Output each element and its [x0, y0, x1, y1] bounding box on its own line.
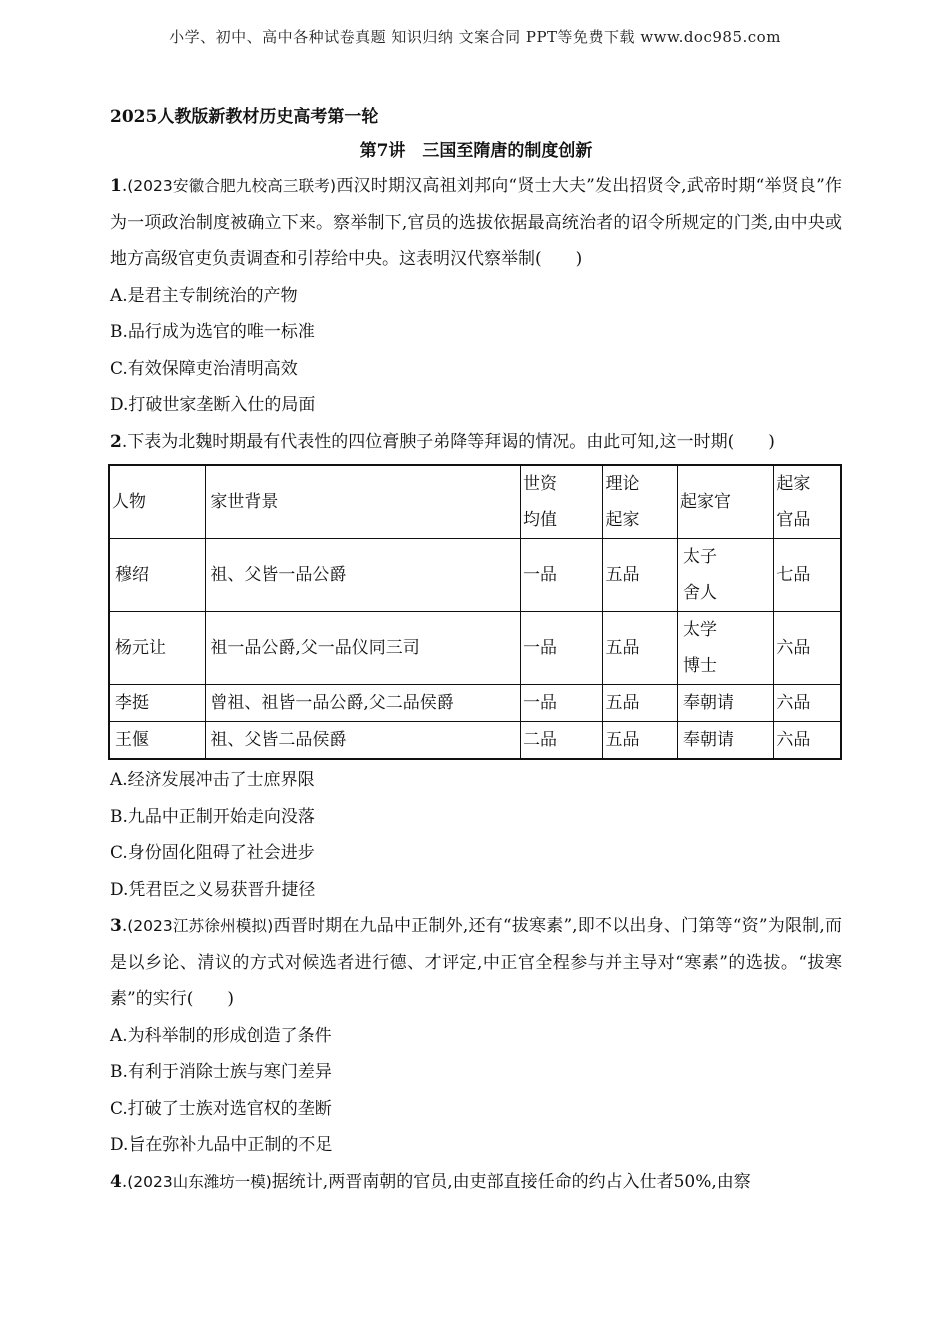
question-1-stem: 1.(2023安徽合肥九校高三联考)西汉时期汉高祖刘邦向“贤士大夫”发出招贤令,武帝时期“举贤良”作为一项政治制度被确立下来。察举制下,官员的选拔依据最高统治者的诏令所规定的门类,由中央或地方高级官吏负责调查和引荐给中央。这表明汉代察举制( ) — [110, 176, 842, 269]
history-table — [108, 464, 842, 760]
question-text: .下表为北魏时期最有代表性的四位膏腴子弟降等拜谒的情况。由此可知,这一时期( ) — [121, 431, 775, 452]
question-number: 1 — [110, 176, 122, 196]
table-header-cell: 人物 — [109, 465, 206, 539]
table-cell: 穆绍 — [109, 539, 206, 612]
question-source: (2023江苏徐州模拟) — [127, 917, 274, 935]
table-row — [109, 539, 841, 612]
table-cell: 五品 — [603, 722, 678, 760]
table-row — [109, 612, 841, 685]
question-text: 西汉时期汉高祖刘邦向“贤士大夫”发出招贤令,武帝时期“举贤良”作为一项政治制度被确立下来。察举制下,官员的选拔依据最高统治者的诏令所规定的门类,由中央或地方高级官吏负责调查和引荐给中央。这表明汉代察举制( ) — [110, 176, 842, 269]
cell-line: 太子 — [682, 547, 717, 567]
lesson-title: 第7讲 三国至隋唐的制度创新 — [359, 141, 593, 161]
option-d: D.打破世家垄断入仕的局面 — [110, 395, 316, 415]
table-cell: 六品 — [774, 612, 841, 685]
table-header-cell: 家世背景 — [206, 465, 521, 539]
table-cell: 奉朝请 — [677, 685, 773, 722]
question-2-stem — [110, 424, 842, 461]
table-header-row — [109, 465, 841, 539]
table-header-cell — [520, 465, 602, 539]
option-a: A.经济发展冲击了士庶界限 — [110, 770, 315, 790]
header-line: 均值 — [522, 510, 557, 530]
header-line: 世资 — [522, 474, 557, 494]
table-cell: 五品 — [603, 685, 678, 722]
table-cell: 祖、父皆一品公爵 — [206, 539, 521, 612]
table-cell: 李挺 — [109, 685, 206, 722]
table-cell — [677, 612, 773, 685]
table-cell: 六品 — [774, 685, 841, 722]
option-b: B.九品中正制开始走向没落 — [110, 806, 315, 827]
table-cell: 一品 — [520, 685, 602, 722]
header-line: 理论 — [605, 474, 640, 494]
table-row — [109, 722, 841, 760]
option-b: B.品行成为选官的唯一标准 — [110, 322, 315, 342]
document-title: 2025人教版新教材历史高考第一轮 — [110, 107, 379, 127]
option-a: A.是君主专制统治的产物 — [110, 285, 298, 306]
question-text: 西晋时期在九品中正制外,还有“拔寒素”,即不以出身、门第等“资”为限制,而是以乡论、清议的方式对候选者进行德、才评定,中正官全程参与并主导对“寒素”的选拔。“拔寒素”的实行( ) — [110, 916, 842, 1009]
question-source: (2023安徽合肥九校高三联考) — [127, 177, 337, 195]
table-header-cell — [774, 465, 841, 539]
table-cell: 奉朝请 — [677, 722, 773, 760]
table-cell: 五品 — [603, 539, 678, 612]
question-number: 4 — [110, 1171, 122, 1192]
table-cell: 王偃 — [109, 722, 206, 760]
table-cell: 七品 — [774, 539, 841, 612]
header-line: 起家 — [605, 510, 640, 530]
table-header-cell: 起家官 — [677, 465, 773, 539]
table-cell: 五品 — [603, 612, 678, 685]
page-header: 小学、初中、高中各种试卷真题 知识归纳 文案合同 PPT等免费下载 www.doc985.com — [169, 28, 781, 46]
option-d: D.凭君臣之义易获晋升捷径 — [110, 879, 316, 900]
cell-line: 太学 — [682, 620, 717, 640]
option-c: C.打破了士族对选官权的垄断 — [110, 1098, 332, 1119]
table-header-cell — [603, 465, 678, 539]
question-source: (2023山东潍坊一模) — [127, 1172, 272, 1191]
table-cell: 一品 — [520, 612, 602, 685]
table-cell: 六品 — [774, 722, 841, 760]
table-cell: 一品 — [520, 539, 602, 612]
header-line: 起家 — [776, 474, 811, 494]
question-number: 3 — [110, 916, 122, 936]
option-a: A.为科举制的形成创造了条件 — [110, 1025, 332, 1046]
question-number: 2 — [110, 431, 122, 452]
cell-line: 舍人 — [682, 583, 717, 603]
table-cell: 杨元让 — [109, 612, 206, 685]
cell-line: 博士 — [682, 656, 717, 676]
option-d: D.旨在弥补九品中正制的不足 — [110, 1135, 333, 1155]
document-body — [110, 100, 842, 1200]
table-cell — [677, 539, 773, 612]
question-4-stem: 4.(2023山东潍坊一模)据统计,两晋南朝的官员,由吏部直接任命的约占入仕者50%,由察 — [110, 1171, 751, 1192]
header-line: 官品 — [776, 510, 811, 530]
option-c: C.身份固化阻碍了社会进步 — [110, 843, 315, 863]
question-text: 据统计,两晋南朝的官员,由吏部直接任命的约占入仕者50%,由察 — [271, 1171, 751, 1192]
table-row — [109, 685, 841, 722]
table-cell: 二品 — [520, 722, 602, 760]
table-cell: 祖一品公爵,父一品仪同三司 — [206, 612, 521, 685]
option-c: C.有效保障吏治清明高效 — [110, 358, 298, 379]
table-cell: 祖、父皆二品侯爵 — [206, 722, 521, 760]
question-3-stem: 3.(2023江苏徐州模拟)西晋时期在九品中正制外,还有“拔寒素”,即不以出身、门第等“资”为限制,而是以乡论、清议的方式对候选者进行德、才评定,中正官全程参与并主导对“寒素”的选拔。“拔寒素”的实行( ) — [110, 916, 842, 1009]
table-cell: 曾祖、祖皆一品公爵,父二品侯爵 — [206, 685, 521, 722]
option-b: B.有利于消除士族与寒门差异 — [110, 1062, 332, 1082]
